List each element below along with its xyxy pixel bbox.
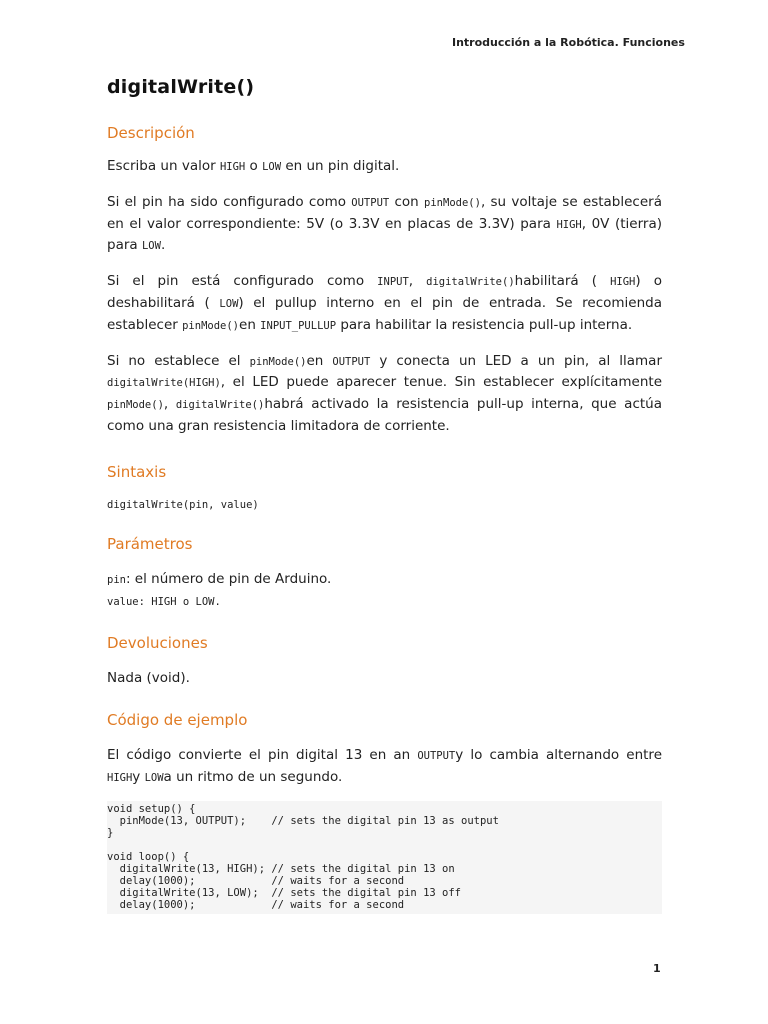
syntax-code: digitalWrite(pin, value) bbox=[107, 498, 259, 511]
section-heading-devoluciones: Devoluciones bbox=[107, 634, 208, 653]
parameter-value: value: HIGH o LOW. bbox=[107, 595, 221, 608]
running-header: Introducción a la Robótica. Funciones bbox=[452, 36, 685, 49]
paragraph-descripcion-4: Si no establece el pinMode()en OUTPUT y conecta un LED a un pin, al llamar digitalWrite(HIGH), el LED puede aparecer tenue. Sin establecer explícitamente pinMode(), digitalWrite()habrá activado la resistencia pull-up interna, que actúa como una gran resistencia limitadora de corriente. bbox=[107, 352, 663, 434]
section-heading-sintaxis: Sintaxis bbox=[107, 462, 167, 481]
paragraph-descripcion-2: Si el pin ha sido configurado como OUTPUT con pinMode(), su voltaje se establecerá en el valor correspondiente: 5V (o 3.3V en placas de 3.3V) para HIGH, 0V (tierra) para LOW. bbox=[107, 193, 662, 254]
parameter-pin: pin: el número de pin de Arduino. bbox=[107, 570, 332, 587]
page-number: 1 bbox=[653, 962, 661, 975]
paragraph-descripcion-1: Escriba un valor HIGH o LOW en un pin digital. bbox=[107, 158, 400, 174]
page-title: digitalWrite() bbox=[107, 76, 255, 98]
document-page bbox=[107, 76, 662, 914]
example-code-block: void setup() { pinMode(13, OUTPUT); // sets the digital pin 13 as output } void loop() { digitalWrite(13, HIGH); // sets the digital pin 13 on delay(1000); // waits for a second digitalWrite(13, LOW); // sets the digital pin 13 off delay(1000); // waits for a second bbox=[107, 801, 662, 914]
section-heading-codigo: Código de ejemplo bbox=[107, 711, 248, 730]
code-intro-paragraph: El código convierte el pin digital 13 en an OUTPUTy lo cambia alternando entre HIGHy LOWa un ritmo de un segundo. bbox=[107, 747, 662, 785]
returns-text: Nada (void). bbox=[107, 670, 190, 687]
paragraph-descripcion-3: Si el pin está configurado como INPUT, digitalWrite()habilitará ( HIGH) o deshabilitará ( LOW) el pullup interno en el pin de entrada. Se recomienda establecer pinMode()en INPUT_PULLUP para habilitar la resistencia pull-up interna. bbox=[107, 273, 662, 333]
section-heading-descripcion: Descripción bbox=[107, 124, 195, 142]
section-heading-parametros: Parámetros bbox=[107, 534, 193, 553]
